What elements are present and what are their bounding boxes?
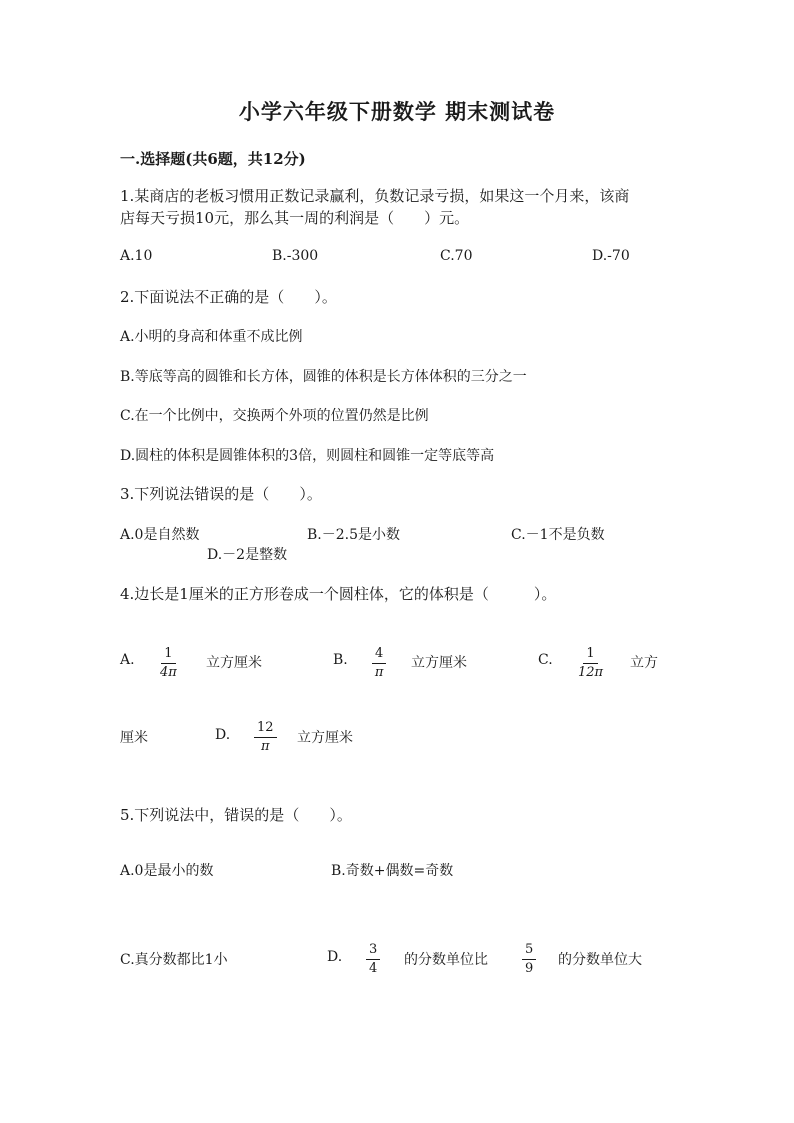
q4-option-c-unit: 立方 xyxy=(630,655,658,671)
q5-option-b: B.奇数+偶数=奇数 xyxy=(331,863,454,879)
page-title: 小学六年级下册数学 期末测试卷 xyxy=(238,99,556,124)
q2-option-b: B.等底等高的圆锥和长方体，圆锥的体积是长方体体积的三分之一 xyxy=(120,369,527,385)
q4-option-d-unit: 立方厘米 xyxy=(297,730,353,746)
fraction-denominator: 4π xyxy=(160,665,177,680)
q5-option-a: A.0是最小的数 xyxy=(120,863,214,879)
question-4-stem: 4.边长是1厘米的正方形卷成一个圆柱体，它的体积是（ ）。 xyxy=(120,585,557,603)
fraction-numerator: 12 xyxy=(254,721,277,738)
fraction-denominator: π xyxy=(374,665,384,680)
q5-option-d-label: D. xyxy=(327,949,343,965)
fraction-numerator: 1 xyxy=(583,647,597,664)
question-1-line-1: 1.某商店的老板习惯用正数记录赢利，负数记录亏损，如果这一个月来，该商 xyxy=(120,187,630,205)
q3-option-a: A.0是自然数 xyxy=(120,527,200,543)
fraction-numerator: 1 xyxy=(161,647,175,664)
q1-option-a: A.10 xyxy=(120,248,153,264)
q5-option-d-fraction-1 xyxy=(366,943,380,976)
fraction-numerator: 3 xyxy=(366,943,380,960)
section-heading: 一.选择题(共6题，共12分) xyxy=(120,150,306,168)
q5-option-d-middle: 的分数单位比 xyxy=(404,952,488,968)
q3-option-c: C.－1不是负数 xyxy=(511,527,605,543)
q3-option-b: B.－2.5是小数 xyxy=(307,527,401,543)
question-5-stem: 5.下列说法中，错误的是（ ）。 xyxy=(120,806,352,824)
q4-option-c-unit-continued: 厘米 xyxy=(120,730,148,746)
question-3-stem: 3.下列说法错误的是（ ）。 xyxy=(120,485,322,503)
fraction-denominator: 4 xyxy=(369,961,378,976)
q2-option-a: A.小明的身高和体重不成比例 xyxy=(120,329,303,345)
q5-option-d-fraction-2 xyxy=(522,943,536,976)
q4-option-d-fraction xyxy=(254,721,277,754)
q4-option-b-unit: 立方厘米 xyxy=(411,655,467,671)
q4-option-c-fraction xyxy=(578,647,603,680)
q5-option-c: C.真分数都比1小 xyxy=(120,952,228,968)
fraction-numerator: 4 xyxy=(372,647,386,664)
q2-option-d: D.圆柱的体积是圆锥体积的3倍，则圆柱和圆锥一定等底等高 xyxy=(120,448,495,464)
q2-option-c: C.在一个比例中，交换两个外项的位置仍然是比例 xyxy=(120,408,429,424)
q4-option-a-fraction xyxy=(160,647,177,680)
q1-option-d: D.-70 xyxy=(592,248,630,264)
fraction-denominator: π xyxy=(261,739,270,754)
q3-option-d: D.－2是整数 xyxy=(207,547,288,563)
q4-option-b-fraction xyxy=(372,647,386,680)
q1-option-b: B.-300 xyxy=(272,248,319,264)
question-2-stem: 2.下面说法不正确的是（ ）。 xyxy=(120,288,337,306)
q5-option-d-end: 的分数单位大 xyxy=(558,952,642,968)
q4-option-c-label: C. xyxy=(538,652,553,668)
fraction-denominator: 12π xyxy=(578,665,604,680)
question-1-line-2: 店每天亏损10元，那么其一周的利润是（ ）元。 xyxy=(120,209,470,227)
fraction-denominator: 9 xyxy=(525,961,534,976)
q1-option-c: C.70 xyxy=(440,248,473,264)
q4-option-a-label: A. xyxy=(120,652,135,668)
fraction-numerator: 5 xyxy=(522,943,536,960)
q4-option-a-unit: 立方厘米 xyxy=(206,655,262,671)
q4-option-d-label: D. xyxy=(215,727,231,743)
q4-option-b-label: B. xyxy=(333,652,348,668)
